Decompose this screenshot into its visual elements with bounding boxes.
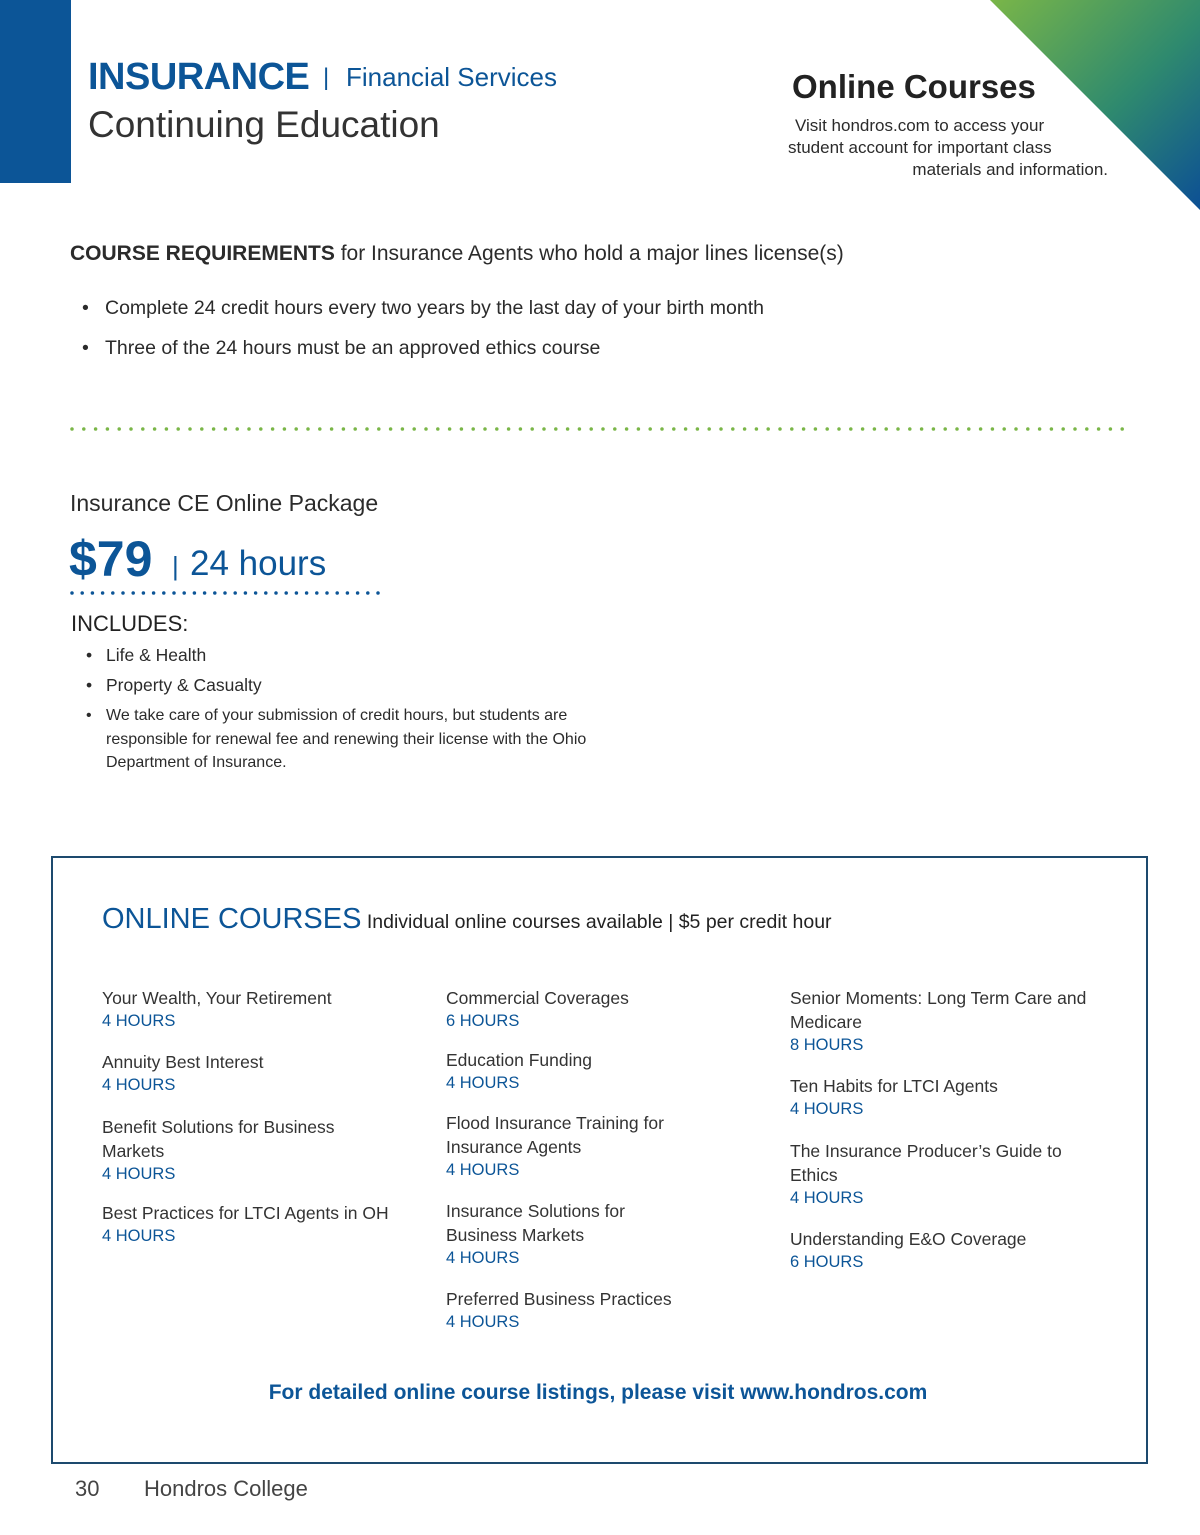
- bullet-icon: •: [86, 645, 93, 665]
- list-item: [86, 640, 616, 670]
- course-name: The Insurance Producer’s Guide to Ethics: [790, 1141, 1062, 1185]
- course-hours: 4 HOURS: [446, 1249, 520, 1267]
- package-hours: 24 hours: [190, 544, 327, 583]
- course-hours: 4 HOURS: [446, 1161, 520, 1179]
- online-panel-description: [770, 115, 1108, 181]
- header-subtitle: Financial Services: [346, 62, 557, 92]
- course-item: [790, 1074, 1090, 1120]
- include-text: Property & Casualty: [106, 675, 262, 695]
- course-name: Senior Moments: Long Term Care and Medicare: [790, 988, 1087, 1032]
- course-hours: 4 HOURS: [446, 1313, 520, 1331]
- course-hours: 4 HOURS: [446, 1074, 520, 1092]
- course-item: [446, 1199, 676, 1269]
- page-number: 30: [75, 1476, 100, 1501]
- course-listings-link[interactable]: For detailed online course listings, please visit www.hondros.com: [268, 1381, 928, 1404]
- course-hours: 6 HOURS: [446, 1012, 520, 1030]
- header-blue-bar: [0, 0, 71, 183]
- includes-list: [86, 640, 616, 775]
- bullet-icon: •: [86, 675, 93, 695]
- course-name: Best Practices for LTCI Agents in OH: [102, 1203, 389, 1223]
- online-panel-line-1: Visit hondros.com to access your: [795, 116, 1045, 135]
- course-item: [790, 986, 1090, 1056]
- green-dotted-divider: [70, 426, 1132, 432]
- list-item: [82, 288, 764, 328]
- course-item: [102, 1115, 377, 1185]
- course-name: Preferred Business Practices: [446, 1289, 672, 1309]
- course-item: [790, 1139, 1080, 1209]
- course-item: [446, 1048, 746, 1094]
- online-courses-heading: [102, 903, 832, 936]
- course-name: Commercial Coverages: [446, 988, 629, 1008]
- online-courses-title: ONLINE COURSES: [102, 903, 362, 935]
- course-hours: 6 HOURS: [790, 1253, 864, 1271]
- course-item: [446, 1111, 716, 1181]
- requirement-text: Three of the 24 hours must be an approved ethics course: [105, 337, 601, 359]
- course-name: Ten Habits for LTCI Agents: [790, 1076, 998, 1096]
- bullet-icon: •: [82, 337, 89, 359]
- online-panel-line-3: materials and information.: [912, 160, 1108, 179]
- course-hours: 4 HOURS: [102, 1076, 176, 1094]
- package-separator: |: [172, 551, 179, 581]
- requirements-heading-bold: COURSE REQUIREMENTS: [70, 242, 335, 265]
- college-name: Hondros College: [144, 1476, 308, 1501]
- course-hours: 4 HOURS: [790, 1100, 864, 1118]
- requirements-list: [82, 288, 764, 368]
- page-title: Continuing Education: [88, 104, 440, 145]
- course-item: [446, 986, 746, 1032]
- course-item: [790, 1227, 1090, 1273]
- online-panel-title: Online Courses: [792, 68, 1036, 105]
- course-name: Understanding E&O Coverage: [790, 1229, 1027, 1249]
- course-name: Education Funding: [446, 1050, 592, 1070]
- course-name: Insurance Solutions for Business Markets: [446, 1201, 625, 1245]
- includes-label: INCLUDES:: [71, 611, 189, 636]
- blue-dotted-divider: [70, 590, 380, 596]
- header-separator: |: [323, 64, 330, 91]
- course-hours: 4 HOURS: [102, 1165, 176, 1183]
- course-hours: 4 HOURS: [790, 1189, 864, 1207]
- header-brand: INSURANCE: [88, 56, 310, 98]
- course-name: Annuity Best Interest: [102, 1052, 264, 1072]
- course-item: [102, 1201, 392, 1247]
- include-text: Life & Health: [106, 645, 207, 665]
- list-item: [86, 670, 616, 700]
- course-hours: 4 HOURS: [102, 1227, 176, 1245]
- course-item: [446, 1287, 746, 1333]
- list-item: [82, 328, 764, 368]
- package-title: Insurance CE Online Package: [70, 490, 379, 516]
- package-price: $79: [69, 531, 153, 587]
- requirements-heading-rest: for Insurance Agents who hold a major lines license(s): [334, 242, 844, 265]
- include-text: We take care of your submission of credit hours, but students are responsible for renewal fee and renewing their license with the Ohio Department of Insurance.: [106, 707, 587, 771]
- course-name: Your Wealth, Your Retirement: [102, 988, 332, 1008]
- online-panel-line-2: student account for important class: [788, 138, 1052, 157]
- course-hours: 4 HOURS: [102, 1012, 176, 1030]
- requirement-text: Complete 24 credit hours every two years by the last day of your birth month: [105, 297, 764, 319]
- list-item: [86, 704, 616, 775]
- course-item: [102, 1050, 402, 1096]
- bullet-icon: •: [82, 297, 89, 319]
- course-name: Benefit Solutions for Business Markets: [102, 1117, 335, 1161]
- course-item: [102, 986, 402, 1032]
- online-courses-subtitle: Individual online courses available | $5 per credit hour: [361, 911, 832, 933]
- course-name: Flood Insurance Training for Insurance Agents: [446, 1113, 664, 1157]
- course-hours: 8 HOURS: [790, 1036, 864, 1054]
- bullet-icon: •: [86, 707, 92, 724]
- requirements-heading: [70, 242, 844, 266]
